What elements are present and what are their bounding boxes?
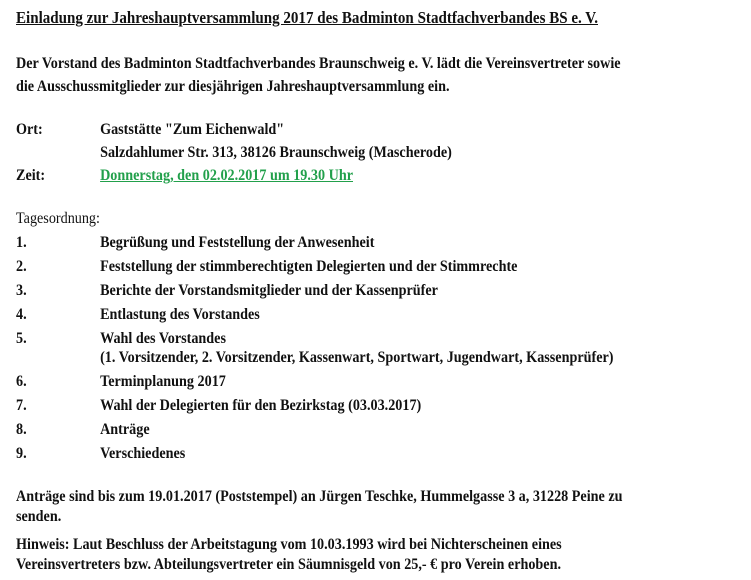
agenda-item-text: Begrüßung und Feststellung der Anwesenheit bbox=[100, 234, 375, 251]
ort-line-2: Salzdahlumer Str. 313, 38126 Braunschweig (Mascherode) bbox=[100, 144, 452, 161]
ort-label: Ort: bbox=[16, 121, 43, 138]
agenda-item-text: Feststellung der stimmberechtigten Delegierten und der Stimmrechte bbox=[100, 258, 518, 275]
agenda-item-text: Berichte der Vorstandsmitglieder und der Kassenprüfer bbox=[100, 282, 438, 299]
agenda-item-number: 9. bbox=[16, 445, 27, 462]
agenda-item-number: 5. bbox=[16, 330, 27, 347]
zeit-value: Donnerstag, den 02.02.2017 um 19.30 Uhr bbox=[100, 167, 354, 184]
agenda-item-text: Terminplanung 2017 bbox=[100, 373, 226, 390]
agenda-item-subtext: (1. Vorsitzender, 2. Vorsitzender, Kassenwart, Sportwart, Jugendwart, Kassenprüfer) bbox=[100, 349, 614, 366]
agenda-item-text: Verschiedenes bbox=[100, 445, 186, 462]
agenda-item-number: 3. bbox=[16, 282, 27, 299]
intro-line-1: Der Vorstand des Badminton Stadtfachverbandes Braunschweig e. V. lädt die Vereinsvertreter sowie bbox=[16, 55, 621, 72]
agenda-item-number: 6. bbox=[16, 373, 27, 390]
agenda-item-number: 7. bbox=[16, 397, 27, 414]
zeit-label: Zeit: bbox=[16, 167, 46, 184]
agenda-heading: Tagesordnung: bbox=[16, 210, 100, 227]
agenda-item-text: Wahl des Vorstandes bbox=[100, 330, 226, 347]
intro-line-2: die Ausschussmitglieder zur diesjährigen Jahreshauptversammlung ein. bbox=[16, 78, 450, 95]
document-title: Einladung zur Jahreshauptversammlung 2017 des Badminton Stadtfachverbandes BS e. V. bbox=[16, 8, 598, 27]
agenda-item-number: 8. bbox=[16, 421, 27, 438]
agenda-item-text: Entlastung des Vorstandes bbox=[100, 306, 260, 323]
agenda-item-text: Anträge bbox=[100, 421, 150, 438]
agenda-item-number: 1. bbox=[16, 234, 27, 251]
antraege-line-2: senden. bbox=[16, 508, 62, 525]
agenda-item-text: Wahl der Delegierten für den Bezirkstag (03.03.2017) bbox=[100, 397, 422, 414]
agenda-item-number: 2. bbox=[16, 258, 27, 275]
hinweis-line-2: Vereinsvertreters bzw. Abteilungsvertreter ein Säumnisgeld von 25,- € pro Verein erhoben. bbox=[16, 556, 562, 573]
antraege-line-1: Anträge sind bis zum 19.01.2017 (Poststempel) an Jürgen Teschke, Hummelgasse 3 a, 31228 Peine zu bbox=[16, 488, 623, 505]
hinweis-line-1: Hinweis: Laut Beschluss der Arbeitstagung vom 10.03.1993 wird bei Nichterscheinen eines bbox=[16, 536, 562, 553]
agenda-item-number: 4. bbox=[16, 306, 27, 323]
ort-line-1: Gaststätte "Zum Eichenwald" bbox=[100, 121, 285, 138]
